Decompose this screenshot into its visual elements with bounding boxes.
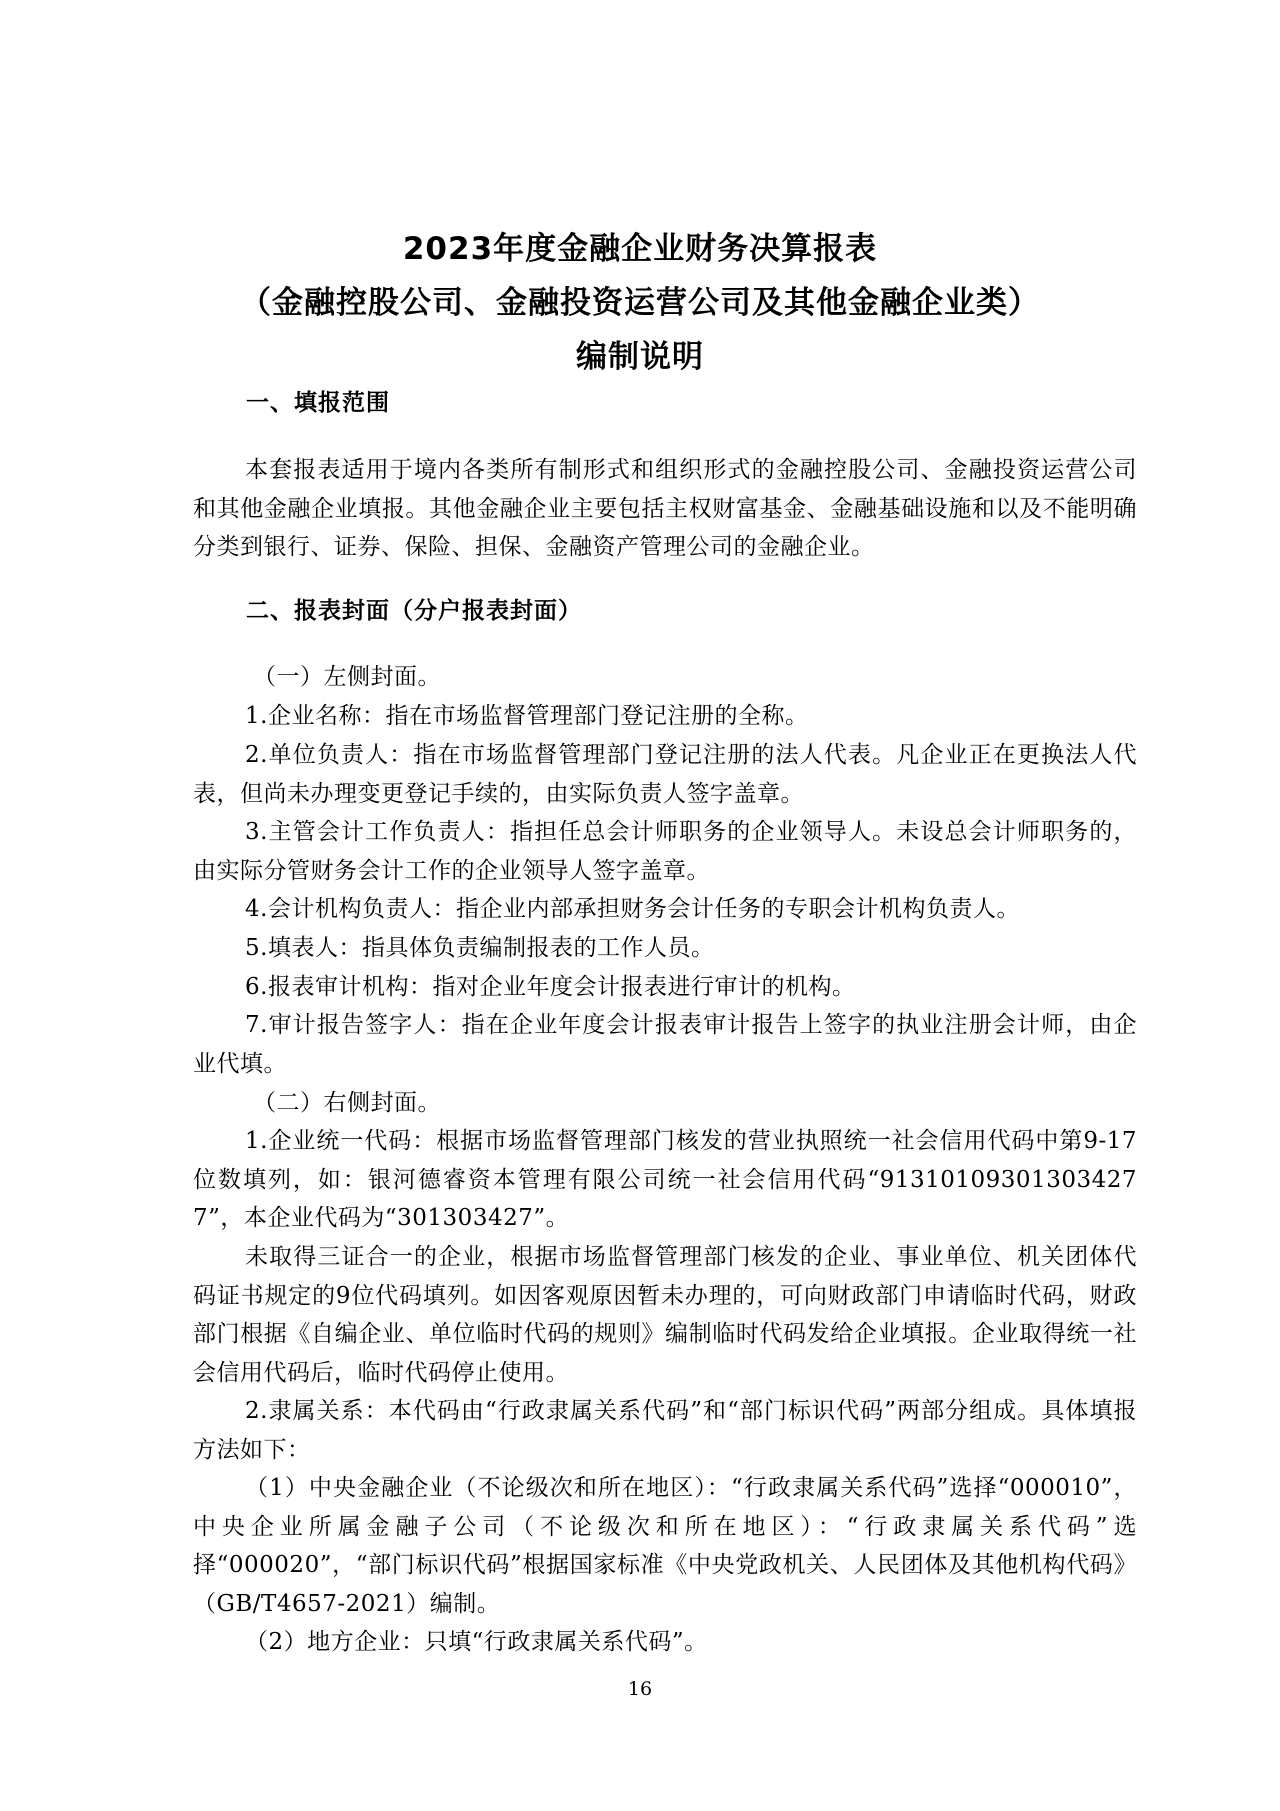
title-line-1: 2023年度金融企业财务决算报表: [402, 231, 878, 267]
left-cover-item-1: 1.企业名称：指在市场监督管理部门登记注册的全称。: [245, 703, 809, 729]
section-2-heading: 二、报表封面（分户报表封面）: [246, 598, 582, 624]
left-cover-item-7: 7.审计报告签字人：指在企业年度会计报表审计报告上签字的执业注册会计师，由企业代填。: [193, 1012, 1137, 1077]
section-1-heading: 一、填报范围: [246, 390, 390, 416]
title-line-3: 编制说明: [576, 339, 704, 375]
left-cover-item-5: 5.填表人：指具体负责编制报表的工作人员。: [245, 935, 715, 961]
left-cover-item-6: 6.报表审计机构：指对企业年度会计报表进行审计的机构。: [245, 974, 856, 1000]
right-cover-title: （二）右侧封面。: [253, 1090, 441, 1116]
left-cover-title: （一）左侧封面。: [253, 664, 441, 690]
right-cover-item-2: 2.隶属关系：本代码由“行政隶属关系代码”和“部门标识代码”两部分组成。具体填报方法如下：: [193, 1398, 1137, 1463]
right-cover-item-2-sub-1: （1）中央金融企业（不论级次和所在地区）：“行政隶属关系代码”选择“000010”，中央企业所属金融子公司（不论级次和所在地区）：“行政隶属关系代码”选择“000020”，“部门标识代码”根据国家标准《中央党政机关、人民团体及其他机构代码》（GB/T4657-2021）编制。: [193, 1475, 1137, 1617]
document-title: [0, 222, 1280, 384]
left-cover-item-2: 2.单位负责人：指在市场监督管理部门登记注册的法人代表。凡企业正在更换法人代表，但尚未办理变更登记手续的，由实际负责人签字盖章。: [193, 742, 1137, 807]
right-cover-item-2-sub-2: （2）地方企业：只填“行政隶属关系代码”。: [245, 1629, 708, 1655]
section-1-paragraph: 本套报表适用于境内各类所有制形式和组织形式的金融控股公司、金融投资运营公司和其他金融企业填报。其他金融企业主要包括主权财富基金、金融基础设施和以及不能明确分类到银行、证券、保险、担保、金融资产管理公司的金融企业。: [193, 457, 1137, 560]
left-cover-item-3: 3.主管会计工作负责人：指担任总会计师职务的企业领导人。未设总会计师职务的，由实际分管财务会计工作的企业领导人签字盖章。: [193, 819, 1137, 884]
left-cover-item-4: 4.会计机构负责人：指企业内部承担财务会计任务的专职会计机构负责人。: [245, 896, 1020, 922]
right-cover-item-1: 1.企业统一代码：根据市场监督管理部门核发的营业执照统一社会信用代码中第9-17位数填列，如：银河德睿资本管理有限公司统一社会信用代码“91310109301303427 7”，本企业代码为“301303427”。: [193, 1128, 1137, 1231]
right-cover-note: 未取得三证合一的企业，根据市场监督管理部门核发的企业、事业单位、机关团体代码证书规定的9位代码填列。如因客观原因暂未办理的，可向财政部门申请临时代码，财政部门根据《自编企业、单位临时代码的规则》编制临时代码发给企业填报。企业取得统一社会信用代码后，临时代码停止使用。: [193, 1244, 1137, 1386]
title-line-2: （金融控股公司、金融投资运营公司及其他金融企业类）: [240, 285, 1040, 321]
page-number: 16: [627, 1678, 653, 1700]
